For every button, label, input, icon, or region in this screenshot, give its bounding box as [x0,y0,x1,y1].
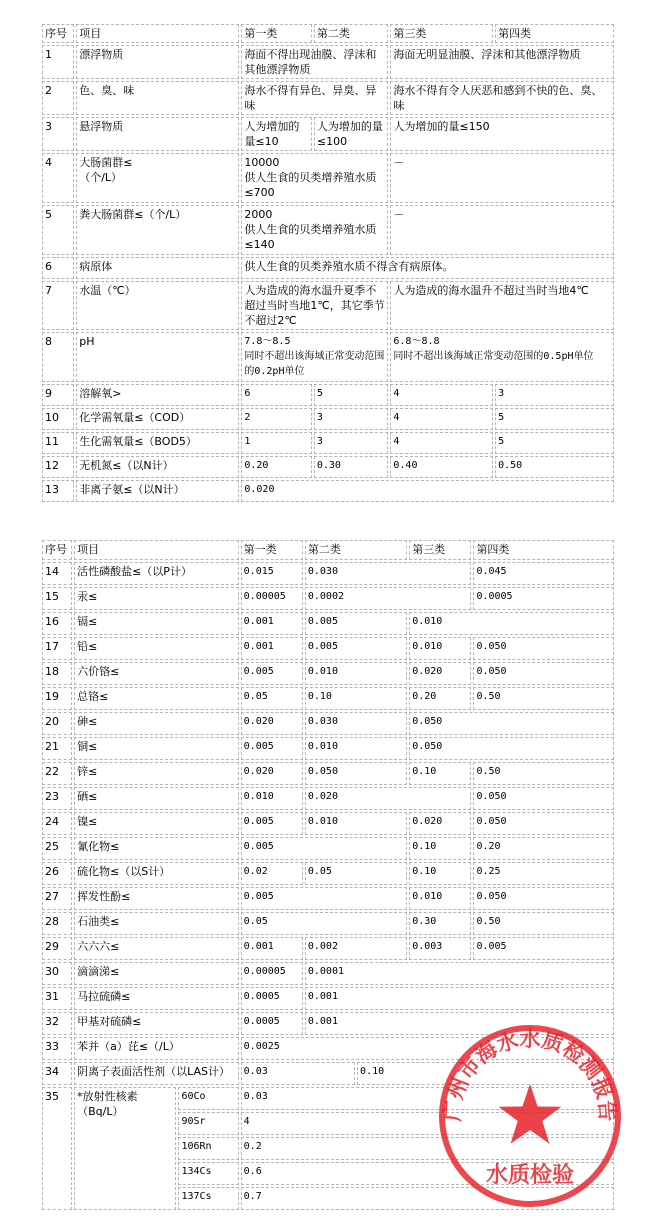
row-no: 13 [42,480,74,502]
row-value-class34 [390,332,614,382]
row-no: 30 [42,962,72,985]
row-item: 甲基对硫磷≤ [74,1012,239,1035]
row-value-class4: 0.25 [473,862,614,885]
row-value-class1: 0.02 [241,862,303,885]
row-value-class2: 3 [314,408,389,430]
nuclide-value: 0.7 [241,1187,614,1210]
row-no: 2 [42,81,74,115]
table-row [42,1062,614,1085]
row-value-class12: 0.05 [241,912,408,935]
row-value-class1: 0.00005 [241,962,303,985]
row-item: 粪大肠菌群≤（个/L） [76,205,239,255]
row-no: 26 [42,862,72,885]
row-value-class1: 0.0005 [241,1012,303,1035]
table-row [42,1037,614,1060]
row-no: 25 [42,837,72,860]
row-value-class4: 0.0005 [473,587,614,610]
row-value-class2: 0.002 [305,937,407,960]
table-row [42,912,614,935]
row-no: 28 [42,912,72,935]
row-value-class2: 0.005 [305,612,407,635]
row-value-class2: 0.10 [305,687,407,710]
nuclide-value: 4 [241,1112,614,1135]
table-row [42,81,614,115]
row-value-class4: 3 [495,384,614,406]
row-value-all: 0.0025 [241,1037,614,1060]
table-row [42,281,614,330]
row-value-class2: 0.05 [305,862,407,885]
nuclide-name: 137Cs [178,1187,238,1210]
table-row [42,862,614,885]
row-value-class1: 2 [241,408,312,430]
row-no: 32 [42,1012,72,1035]
row-value-class2: 5 [314,384,389,406]
row-no: 35 [42,1087,72,1210]
row-value-class2: 0.010 [305,812,407,835]
row-item: 阴离子表面活性剂（以LAS计） [74,1062,239,1085]
row-item: 砷≤ [74,712,239,735]
row-value-class1: 0.005 [241,737,303,760]
row-item: 锌≤ [74,762,239,785]
header-class1: 第一类 [241,540,303,560]
row-value-class34: 人为造成的海水温升不超过当时当地4℃ [390,281,614,330]
row-value-class4: 0.005 [473,937,614,960]
row-value-all: 0.020 [241,480,614,502]
row-value-class2: 3 [314,432,389,454]
nuclide-value: 0.03 [241,1087,614,1110]
row-value-class23: 0.0002 [305,587,472,610]
row-item [76,153,239,203]
row-no: 4 [42,153,74,203]
row-value-class4: 0.50 [473,762,614,785]
row-no: 22 [42,762,72,785]
row-value-class3: 0.010 [409,637,471,660]
row-value-all: 供人生食的贝类养殖水质不得含有病原体。 [241,257,614,279]
row-value-class34: 海水不得有令人厌恶和感到不快的色、臭、味 [390,81,614,115]
row-no: 20 [42,712,72,735]
row-no: 9 [42,384,74,406]
row-no: 12 [42,456,74,478]
row-value-main: 10000 [244,156,280,169]
row-item: 苯并（a）芘≤（/L） [74,1037,239,1060]
table-row [42,332,614,382]
row-no: 29 [42,937,72,960]
row-value-class23: 0.030 [305,562,472,585]
nuclide-name: 134Cs [178,1162,238,1185]
header-class3: 第三类 [390,24,493,43]
row-value-class4: 0.50 [473,687,614,710]
row-no: 18 [42,662,72,685]
row-value-note: 供人生食的贝类增养殖水质≤140 [244,223,377,251]
row-no: 23 [42,787,72,810]
row-value-class34: 人为增加的量≤150 [390,117,614,151]
row-value-class3: 0.10 [409,762,471,785]
row-value-main: 7.8～8.5 [244,336,291,347]
row-no: 24 [42,812,72,835]
row-item: 石油类≤ [74,912,239,935]
table-row [42,153,614,203]
row-value-class12 [241,153,388,203]
row-value-class12: 0.03 [241,1062,355,1085]
row-item: 活性磷酸盐≤（以P计） [74,562,239,585]
row-value-main: 2000 [244,208,273,221]
row-value-class4: 0.050 [473,787,614,810]
table-header-row [42,24,614,43]
nuclide-value: 0.2 [241,1137,614,1160]
row-item-name: *放射性核素 [77,1090,138,1103]
row-item: 滴滴涕≤ [74,962,239,985]
row-no: 34 [42,1062,72,1085]
row-no: 6 [42,257,74,279]
row-value-class1: 0.0005 [241,987,303,1010]
row-value-class1: 0.020 [241,712,303,735]
row-item: 汞≤ [74,587,239,610]
table-header-row [42,540,614,560]
row-no: 8 [42,332,74,382]
row-value-class1: 0.00005 [241,587,303,610]
row-value-class1: 0.010 [241,787,303,810]
row-value-class2: 0.30 [314,456,389,478]
row-value-class23: 0.020 [305,787,472,810]
row-value-class1: 0.005 [241,812,303,835]
water-quality-table-2 [40,538,616,1212]
row-value-class4: 0.045 [473,562,614,585]
row-value-class34: － [390,205,614,255]
row-value-class234: 0.0001 [305,962,614,985]
row-item: 六价铬≤ [74,662,239,685]
row-value-class3: 0.003 [409,937,471,960]
row-value-class34: 0.050 [409,737,614,760]
table-row [42,687,614,710]
row-value-class34: － [390,153,614,203]
row-value-class12 [241,332,388,382]
table-row [42,812,614,835]
row-item: 无机氮≤（以N计） [76,456,239,478]
row-value-class4: 5 [495,408,614,430]
row-value-class4: 0.050 [473,662,614,685]
row-value-class3: 4 [390,432,493,454]
row-no: 27 [42,887,72,910]
row-value-class3: 0.20 [409,687,471,710]
row-item: 镍≤ [74,812,239,835]
row-item-unit: （Bq/L） [77,1105,124,1118]
header-item: 项目 [74,540,239,560]
row-value-class1: 0.020 [241,762,303,785]
row-value-class2: 人为增加的量≤100 [314,117,389,151]
row-value-class4: 0.050 [473,812,614,835]
row-value-class2: 0.050 [305,762,407,785]
row-value-class1: 0.05 [241,687,303,710]
row-value-class12: 海水不得有异色、异臭、异味 [241,81,388,115]
row-item: 漂浮物质 [76,45,239,79]
row-item: 铅≤ [74,637,239,660]
row-item-name: 大肠菌群≤ [79,156,133,169]
row-item: 硒≤ [74,787,239,810]
row-value-class1: 人为增加的量≤10 [241,117,312,151]
header-class4: 第四类 [495,24,614,43]
row-value-class3: 0.40 [390,456,493,478]
row-no: 17 [42,637,72,660]
row-value-class34: 0.050 [409,712,614,735]
row-value-class1: 0.001 [241,637,303,660]
row-value-class4: 0.50 [473,912,614,935]
row-value-class34: 0.10 [357,1062,614,1085]
header-class2: 第二类 [305,540,407,560]
row-value-class4: 0.50 [495,456,614,478]
row-no: 3 [42,117,74,151]
nuclide-value: 0.6 [241,1162,614,1185]
row-item: 化学需氧量≤（COD） [76,408,239,430]
row-value-class12: 0.005 [241,887,408,910]
row-value-class1: 0.001 [241,937,303,960]
row-item: 铜≤ [74,737,239,760]
row-no: 16 [42,612,72,635]
row-value-class234: 0.001 [305,987,614,1010]
table-row [42,837,614,860]
table-row [42,562,614,585]
table-row [42,257,614,279]
row-no: 19 [42,687,72,710]
row-item: 挥发性酚≤ [74,887,239,910]
row-value-class12: 海面不得出现油膜、浮沫和其他漂浮物质 [241,45,388,79]
header-class2: 第二类 [314,24,389,43]
row-value-class12: 0.005 [241,837,408,860]
seal-bottom-text: 水质检验 [485,1162,575,1188]
row-value-class2: 0.010 [305,662,407,685]
header-no: 序号 [42,540,72,560]
row-value-class1: 6 [241,384,312,406]
row-value-class12: 人为造成的海水温升夏季不超过当时当地1℃，其它季节不超过2℃ [241,281,388,330]
row-value-class2: 0.030 [305,712,407,735]
table-row [42,737,614,760]
table-row [42,662,614,685]
table-row [42,937,614,960]
row-item: 总铬≤ [74,687,239,710]
row-value-class3: 0.10 [409,837,471,860]
table-row [42,587,614,610]
row-item: 病原体 [76,257,239,279]
table-row [42,1087,614,1110]
row-no: 15 [42,587,72,610]
header-class3: 第三类 [409,540,471,560]
table-row [42,612,614,635]
row-value-class1: 0.015 [241,562,303,585]
table-row [42,45,614,79]
row-value-class3: 4 [390,408,493,430]
row-item: pH [76,332,239,382]
row-value-class3: 0.10 [409,862,471,885]
row-value-class12 [241,205,388,255]
row-item: 硫化物≤（以S计） [74,862,239,885]
seal-arc-text: 广州市海水水质检测报告 [439,1026,621,1123]
table-row [42,480,614,502]
row-item [74,1087,176,1210]
header-no: 序号 [42,24,74,43]
row-item: 色、臭、味 [76,81,239,115]
row-item: 生化需氧量≤（BOD5） [76,432,239,454]
row-value-class2: 0.010 [305,737,407,760]
row-no: 33 [42,1037,72,1060]
row-no: 21 [42,737,72,760]
table-row [42,408,614,430]
row-value-class3: 0.010 [409,887,471,910]
row-value-class2: 0.005 [305,637,407,660]
table-row [42,762,614,785]
row-item: 马拉硫磷≤ [74,987,239,1010]
row-value-note: 供人生食的贝类增养殖水质≤700 [244,171,377,199]
table-row [42,456,614,478]
row-value-class3: 0.020 [409,662,471,685]
row-item: 非离子氨≤（以N计） [76,480,239,502]
table-row [42,384,614,406]
row-no: 31 [42,987,72,1010]
table-row [42,117,614,151]
row-item: 溶解氧> [76,384,239,406]
row-value-class34: 海面无明显油膜、浮沫和其他漂浮物质 [390,45,614,79]
table-row [42,205,614,255]
table-row [42,962,614,985]
water-quality-table-1 [40,22,616,504]
row-value-class4: 0.20 [473,837,614,860]
row-value-class34: 0.010 [409,612,614,635]
header-item: 项目 [76,24,239,43]
row-value-note: 同时不超出该海域正常变动范围的0.5pH单位 [393,351,594,362]
row-value-class4: 5 [495,432,614,454]
row-value-class1: 0.005 [241,662,303,685]
row-no: 11 [42,432,74,454]
row-no: 1 [42,45,74,79]
row-no: 14 [42,562,72,585]
table-row [42,432,614,454]
row-item: 镉≤ [74,612,239,635]
row-value-class4: 0.050 [473,887,614,910]
row-item-unit: （个/L） [79,171,123,184]
row-value-class1: 1 [241,432,312,454]
row-no: 5 [42,205,74,255]
table-row [42,712,614,735]
nuclide-name: 106Rn [178,1137,238,1160]
row-value-class1: 0.20 [241,456,312,478]
row-value-class234: 0.001 [305,1012,614,1035]
row-no: 10 [42,408,74,430]
table-row [42,987,614,1010]
table-row [42,637,614,660]
row-item: 氰化物≤ [74,837,239,860]
row-value-class3: 0.30 [409,912,471,935]
row-item: 六六六≤ [74,937,239,960]
nuclide-name: 90Sr [178,1112,238,1135]
row-value-class1: 0.001 [241,612,303,635]
row-item: 水温（℃） [76,281,239,330]
nuclide-name: 60Co [178,1087,238,1110]
row-value-class3: 0.020 [409,812,471,835]
row-value-note: 同时不超出该海域正常变动范围的0.2pH单位 [244,351,385,377]
header-class1: 第一类 [241,24,312,43]
header-class4: 第四类 [473,540,614,560]
table-row [42,1012,614,1035]
row-value-class4: 0.050 [473,637,614,660]
row-value-class3: 4 [390,384,493,406]
row-item: 悬浮物质 [76,117,239,151]
table-row [42,887,614,910]
row-no: 7 [42,281,74,330]
row-value-main: 6.8～8.8 [393,336,440,347]
table-row [42,787,614,810]
